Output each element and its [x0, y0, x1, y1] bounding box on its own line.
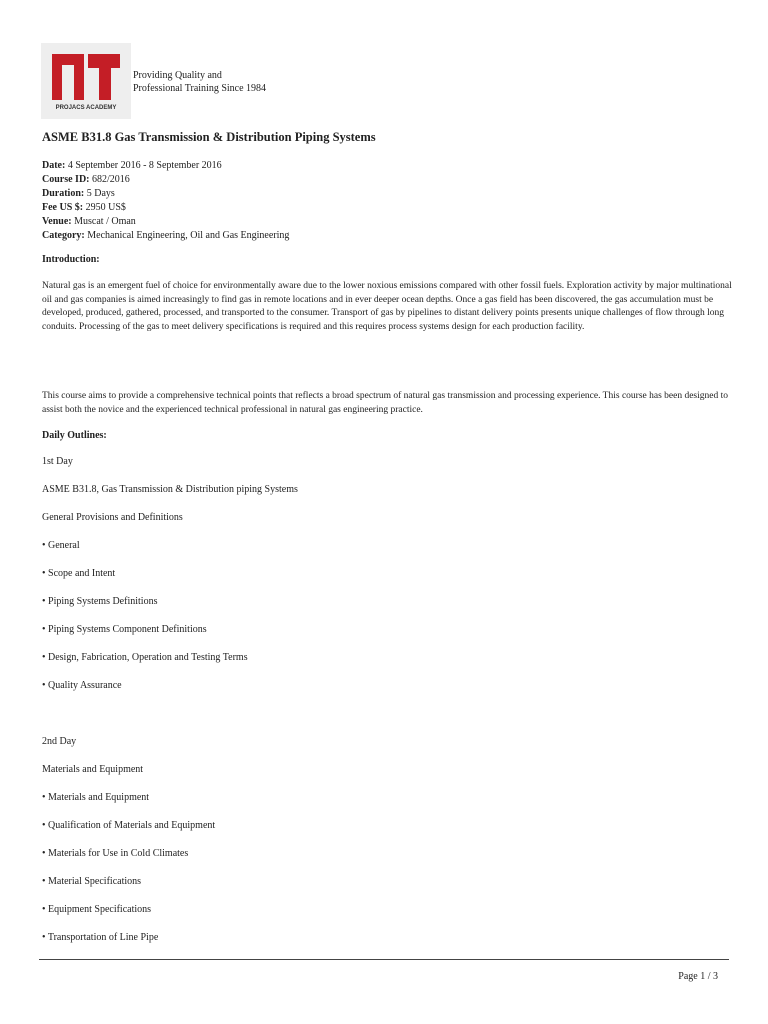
outline-line: • General — [42, 540, 80, 551]
outline-line: • Piping Systems Definitions — [42, 596, 158, 607]
outline-line: • Scope and Intent — [42, 568, 116, 579]
outline-line: • Quality Assurance — [42, 680, 122, 691]
course-id-label: Course ID: — [42, 174, 90, 185]
tagline-line-2: Professional Training Since 1984 — [133, 83, 267, 94]
outline-line: • Equipment Specifications — [42, 904, 152, 915]
daily-outlines-heading: Daily Outlines: — [42, 430, 107, 441]
outline-line: • Materials and Equipment — [42, 792, 150, 803]
footer-divider — [39, 959, 729, 960]
course-id-row — [42, 173, 289, 187]
intro-paragraph-1: Natural gas is an emergent fuel of choice for environmentally aware due to the lower noxious emissions compared with other fossil fuels. Exploration activity by major multinational oil and gas companies is aimed increasingly to find gas in remote locations and in ever deeper ocean depths. Once a gas field has been discovered, the gas accumulation must be developed, produced, gathered, processed, and transported to the consumer. Transport of gas by pipelines to distant delivery points presents unique challenges of flow through long conduits. Processing of the gas to meet delivery specifications is required and this requires process systems design for each production facility. — [42, 281, 732, 332]
outline-line: 1st Day — [42, 456, 73, 467]
outline-line: • Transportation of Line Pipe — [42, 932, 159, 943]
duration-label: Duration: — [42, 188, 85, 199]
category-value: Mechanical Engineering, Oil and Gas Engineering — [84, 230, 290, 241]
duration-value: 5 Days — [84, 188, 115, 199]
projacs-logo — [41, 43, 131, 119]
date-row — [42, 159, 289, 173]
fee-row — [42, 201, 289, 215]
course-title: ASME B31.8 Gas Transmission & Distribution Piping Systems — [42, 130, 376, 144]
outline-line: ASME B31.8, Gas Transmission & Distribution piping Systems — [42, 484, 298, 495]
outline-line: • Materials for Use in Cold Climates — [42, 848, 189, 859]
logo-text: PROJACS ACADEMY — [55, 105, 117, 111]
tagline-line-1: Providing Quality and — [133, 70, 222, 81]
fee-value: 2950 US$ — [83, 202, 126, 213]
outline-line: General Provisions and Definitions — [42, 512, 183, 523]
date-value: 4 September 2016 - 8 September 2016 — [65, 160, 222, 171]
venue-label: Venue: — [42, 216, 72, 227]
duration-row — [42, 187, 289, 201]
venue-value: Muscat / Oman — [71, 216, 136, 227]
outline-line: Materials and Equipment — [42, 764, 144, 775]
outline-line: • Qualification of Materials and Equipment — [42, 820, 216, 831]
course-id-value: 682/2016 — [89, 174, 130, 185]
category-row — [42, 229, 289, 243]
outline-line: 2nd Day — [42, 736, 77, 747]
outline-line: • Piping Systems Component Definitions — [42, 624, 207, 635]
date-label: Date: — [42, 160, 66, 171]
introduction-heading: Introduction: — [42, 254, 100, 265]
intro-paragraph-2: This course aims to provide a comprehensive technical points that reflects a broad spectrum of natural gas transmission and processing experience. This course has been designed to assist both the novice and the experienced technical professional in natural gas engineering practice. — [42, 391, 728, 415]
venue-row — [42, 215, 289, 229]
outline-line: • Material Specifications — [42, 876, 142, 887]
category-label: Category: — [42, 230, 85, 241]
tagline — [133, 69, 266, 95]
course-details — [42, 159, 289, 243]
page-number: Page 1 / 3 — [678, 971, 718, 982]
fee-label: Fee US $: — [42, 202, 84, 213]
outline-line: • Design, Fabrication, Operation and Testing Terms — [42, 652, 248, 663]
